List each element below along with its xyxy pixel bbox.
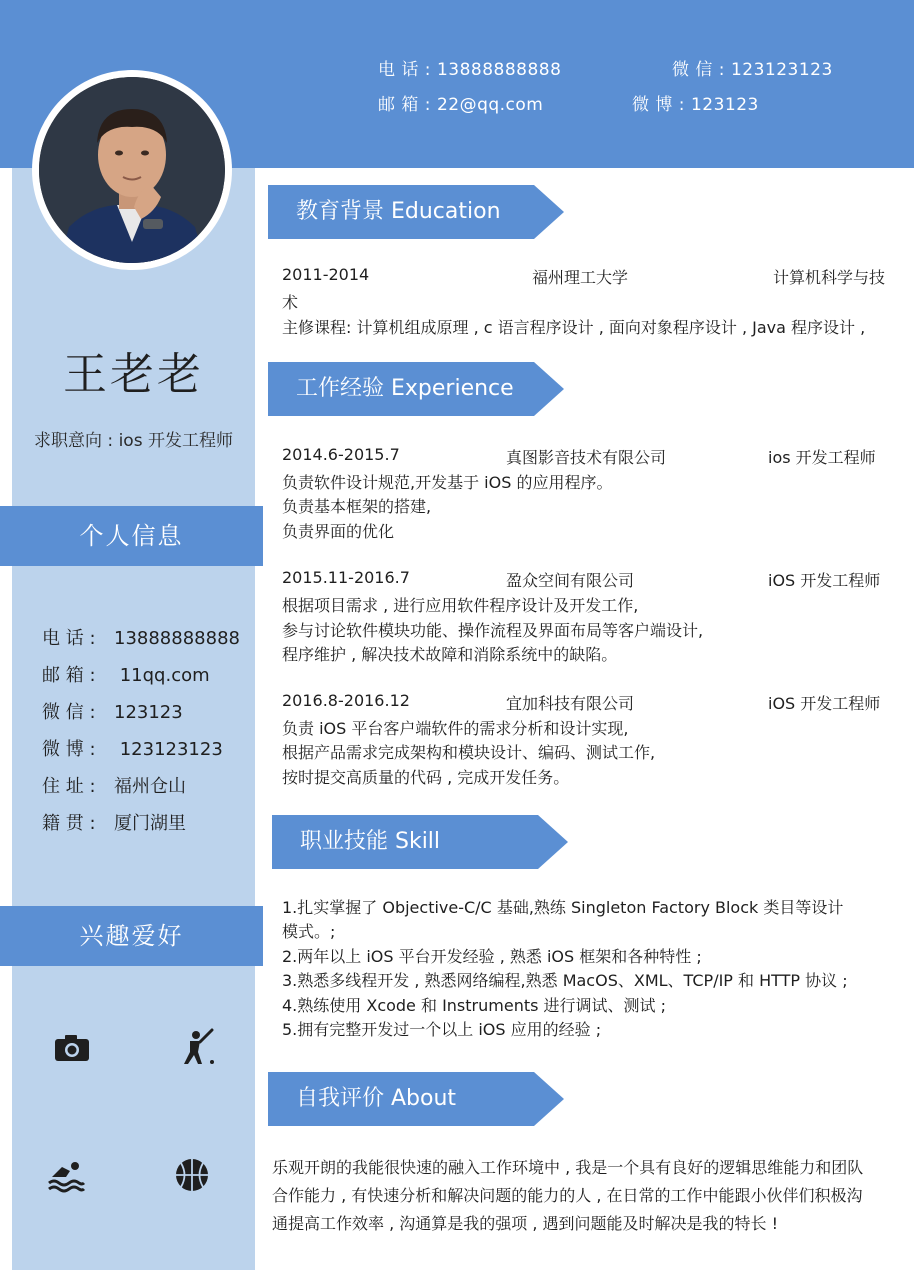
info-value: 福州仓山 (114, 776, 186, 797)
skill-item: 2.两年以上 iOS 平台开发经验 , 熟悉 iOS 框架和各种特性 ; (282, 947, 702, 966)
info-row-phone (42, 624, 240, 650)
job-duty: 程序维护 , 解决技术故障和消除系统中的缺陷。 (282, 645, 618, 664)
info-value: 123123 (114, 702, 183, 723)
job-duty: 根据项目需求 , 进行应用软件程序设计及开发工作, (282, 596, 639, 615)
about-line: 乐观开朗的我能很快速的融入工作环境中 , 我是一个具有良好的逻辑思维能力和团队 (272, 1158, 864, 1177)
personal-info-heading: 个人信息 (0, 506, 263, 566)
info-label: 微 信 : (42, 702, 96, 723)
education-title: 教育背景 Education (296, 199, 501, 224)
experience-heading (268, 362, 564, 416)
info-label: 籍 贯 : (42, 813, 96, 834)
basketball-icon (172, 1155, 212, 1195)
about-heading (268, 1072, 564, 1126)
camera-icon (52, 1028, 92, 1068)
info-value: 11qq.com (114, 665, 210, 686)
about-line: 通提高工作效率 , 沟通算是我的强项 , 遇到问题能及时解决是我的特长 ! (272, 1214, 779, 1233)
swimming-icon (46, 1155, 86, 1195)
job-role: iOS 开发工程师 (768, 694, 881, 713)
skill-item: 4.熟练使用 Xcode 和 Instruments 进行调试、测试 ; (282, 996, 667, 1015)
job-intent: 求职意向 : ios 开发工程师 (34, 431, 233, 451)
education-period: 2011-2014 (282, 265, 370, 284)
job-duty: 按时提交高质量的代码 , 完成开发任务。 (282, 768, 570, 787)
info-label: 住 址 : (42, 776, 96, 797)
job-duty: 根据产品需求完成架构和模块设计、编码、测试工作, (282, 743, 656, 762)
skill-item: 3.熟悉多线程开发 , 熟悉网络编程,熟悉 MacOS、XML、TCP/IP 和 HTTP 协议 ; (282, 971, 848, 990)
job-period: 2016.8-2016.12 (282, 691, 410, 710)
header-wechat: 微 信 : 123123123 (672, 60, 833, 80)
info-row-email (42, 661, 210, 687)
job-company: 真图影音技术有限公司 (506, 448, 667, 467)
job-company: 盈众空间有限公司 (506, 571, 635, 590)
candidate-name: 王老老 (63, 349, 204, 400)
job-role: ios 开发工程师 (768, 448, 876, 467)
job-duty: 负责基本框架的搭建, (282, 497, 432, 516)
job-role: iOS 开发工程师 (768, 571, 881, 590)
info-value: 123123123 (114, 739, 223, 760)
info-value: 厦门湖里 (114, 813, 186, 834)
job-duty: 参与讨论软件模块功能、操作流程及界面布局等客户端设计, (282, 621, 704, 640)
info-value: 13888888888 (114, 628, 240, 649)
info-row-weibo (42, 735, 223, 761)
job-duty: 负责 iOS 平台客户端软件的需求分析和设计实现, (282, 719, 629, 738)
avatar (32, 70, 232, 270)
job-company: 宜加科技有限公司 (506, 694, 635, 713)
about-title: 自我评价 About (296, 1086, 457, 1111)
skill-item: 1.扎实掌握了 Objective-C/C 基础,熟练 Singleton Factory Block 类目等设计 (282, 898, 844, 917)
education-major: 计算机科学与技 (773, 268, 886, 287)
header-weibo: 微 博 : 123123 (632, 95, 759, 115)
info-row-address (42, 772, 186, 798)
info-row-wechat (42, 698, 183, 724)
header-email: 邮 箱 : 22@qq.com (378, 95, 544, 115)
header-phone: 电 话 : 13888888888 (378, 60, 562, 80)
job-period: 2015.11-2016.7 (282, 568, 410, 587)
skill-item: 5.拥有完整开发过一个以上 iOS 应用的经验 ; (282, 1020, 602, 1039)
education-major-cont: 术 (282, 293, 299, 312)
education-courses: 主修课程: 计算机组成原理 , c 语言程序设计 , 面向对象程序设计 , Java 程序设计 , (282, 318, 866, 337)
experience-title: 工作经验 Experience (296, 376, 514, 401)
info-label: 微 博 : (42, 739, 96, 760)
baseball-icon (176, 1028, 216, 1068)
info-label: 电 话 : (42, 628, 96, 649)
job-period: 2014.6-2015.7 (282, 445, 400, 464)
skill-item: 模式。; (282, 922, 336, 941)
portrait-photo (39, 77, 225, 263)
skills-heading (272, 815, 568, 869)
job-duty: 负责软件设计规范,开发基于 iOS 的应用程序。 (282, 473, 613, 492)
education-school: 福州理工大学 (532, 268, 629, 287)
about-line: 合作能力 , 有快速分析和解决问题的能力的人 , 在日常的工作中能跟小伙伴们积极沟 (272, 1186, 863, 1205)
education-heading (268, 185, 564, 239)
hobbies-heading: 兴趣爱好 (0, 906, 263, 966)
skills-title: 职业技能 Skill (300, 829, 441, 854)
job-duty: 负责界面的优化 (282, 522, 395, 541)
info-label: 邮 箱 : (42, 665, 96, 686)
info-row-hometown (42, 809, 186, 835)
